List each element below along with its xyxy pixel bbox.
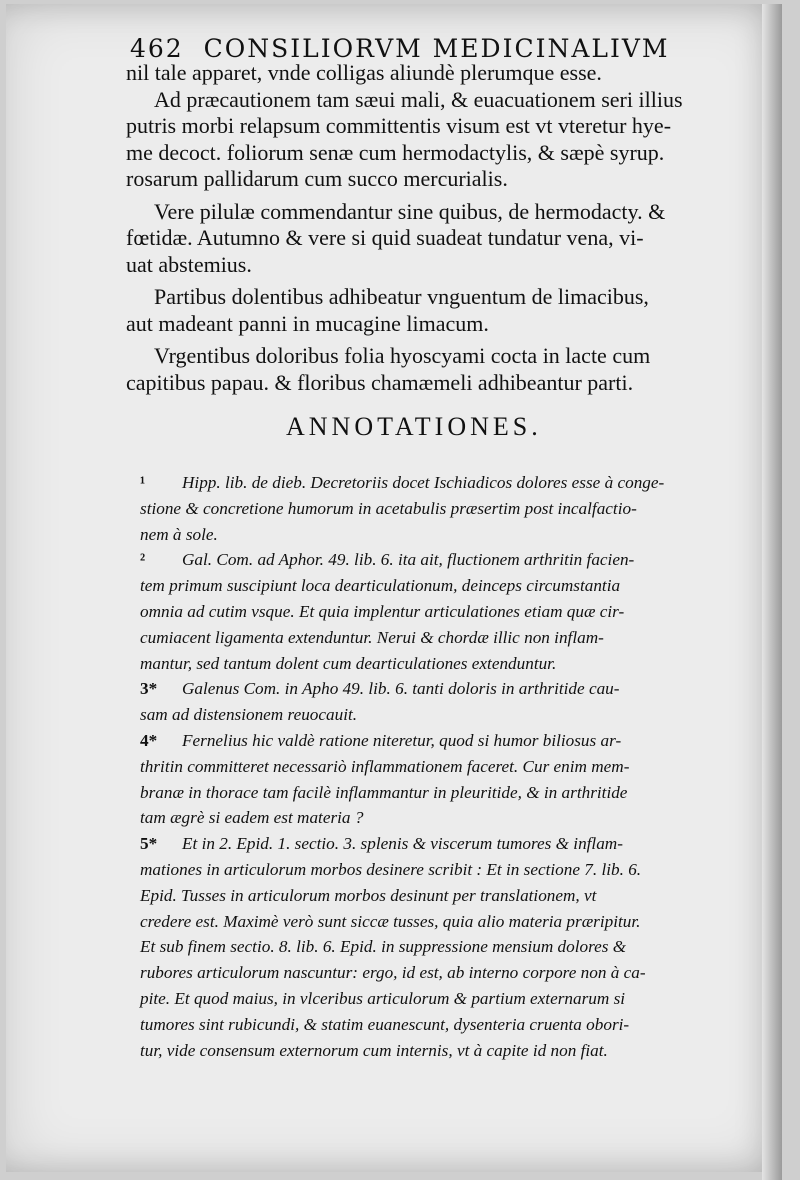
annotation-line: Epid. Tusses in articulorum morbos desinunt per translationem, vt <box>140 885 597 905</box>
annotation-marker: 5* <box>140 834 158 854</box>
annotation-2 <box>140 547 760 676</box>
text-line: Partibus dolentibus adhibeatur vnguentum de limacibus, <box>154 284 649 309</box>
text-line: Vrgentibus doloribus folia hyoscyami cocta in lacte cum <box>154 343 651 368</box>
annotation-3 <box>140 676 760 728</box>
annotation-line: cumiacent ligamenta extenduntur. Nerui & chordæ illic non inflam- <box>140 627 604 647</box>
annotation-1 <box>140 470 760 547</box>
text-line: capitibus papau. & floribus chamæmeli adhibeantur parti. <box>126 369 634 395</box>
annotation-line: Hipp. lib. de dieb. Decretoriis docet Ischiadicos dolores esse à conge- <box>182 473 665 492</box>
annotation-line: branæ in thorace tam facilè inflammantur in pleuritide, & in arthritide <box>140 782 628 802</box>
annotation-marker: 4* <box>140 730 158 750</box>
annotations-heading: ANNOTATIONES. <box>286 412 542 441</box>
annotation-5 <box>140 831 760 1063</box>
annotation-line: thritin committeret necessariò inflammationem faceret. Cur enim mem- <box>140 756 630 776</box>
running-header <box>130 34 730 63</box>
text-line: Ad præcautionem tam sæui mali, & euacuationem seri illius <box>154 86 683 112</box>
text-line: fœtidæ. Autumno & vere si quid suadeat tundatur vena, vi- <box>126 225 644 250</box>
text-line: me decoct. foliorum senæ cum hermodactylis, & sæpè syrup. <box>126 139 665 165</box>
annotation-line: credere est. Maximè verò sunt siccæ tusses, quia alio materia præripitur. <box>140 911 641 931</box>
annotation-line: pite. Et quod maius, in vlceribus articulorum & partium externarum si <box>140 988 626 1008</box>
annotation-line: tumores sint rubicundi, & statim euanescunt, dysenteria cruenta obori- <box>140 1014 630 1034</box>
annotation-line: omnia ad cutim vsque. Et quia implentur articulationes etiam quæ cir- <box>140 601 625 621</box>
text-line: Vere pilulæ commendantur sine quibus, de hermodacty. & <box>154 198 666 224</box>
annotation-line: Galenus Com. in Apho 49. lib. 6. tanti doloris in arthritide cau- <box>182 679 620 699</box>
annotation-line: Et sub finem sectio. 8. lib. 6. Epid. in suppressione mensium dolores & <box>140 937 627 957</box>
annotation-line: rubores articulorum nascuntur: ergo, id est, ab interno corpore non à ca- <box>140 963 646 983</box>
annotation-line: sam ad distensionem reuocauit. <box>140 705 358 725</box>
running-title: CONSILIORVM MEDICINALIVM <box>203 34 670 63</box>
annotation-marker: ¹ <box>140 473 146 492</box>
annotation-marker: ² <box>140 550 146 570</box>
annotation-line: Et in 2. Epid. 1. sectio. 3. splenis & viscerum tumores & inflam- <box>182 834 623 854</box>
text-line: rosarum pallidarum cum succo mercurialis. <box>126 166 508 191</box>
page-number: 462 <box>130 34 184 63</box>
annotation-line: tem primum suscipiunt loca dearticulationum, deinceps circumstantia <box>140 576 621 596</box>
main-text <box>126 60 766 396</box>
text-line: aut madeant panni in mucagine limacum. <box>126 310 489 336</box>
text-line: nil tale apparet, vnde colligas aliundè plerumque esse. <box>126 60 602 85</box>
annotation-line: mantur, sed tantum dolent cum dearticulationes extenduntur. <box>140 653 557 673</box>
annotations-list <box>140 470 760 1063</box>
annotation-line: nem à sole. <box>140 524 218 544</box>
annotation-marker: 3* <box>140 679 158 699</box>
text-line: putris morbi relapsum committentis visum est vt vteretur hye- <box>126 113 672 138</box>
annotation-line: Gal. Com. ad Aphor. 49. lib. 6. ita ait, fluctionem arthritin facien- <box>182 550 635 570</box>
annotation-line: Fernelius hic valdè ratione niteretur, quod si humor biliosus ar- <box>182 730 622 750</box>
annotation-line: tam ægrè si eadem est materia ? <box>140 808 364 828</box>
annotation-line: tur, vide consensum externorum cum internis, vt à capite id non fiat. <box>140 1040 608 1060</box>
text-line: uat abstemius. <box>126 251 252 277</box>
annotation-line: stione & concretione humorum in acetabulis præsertim post incalfactio- <box>140 498 637 518</box>
annotation-line: mationes in articulorum morbos desinere scribit : Et in sectione 7. lib. 6. <box>140 859 642 879</box>
annotation-4 <box>140 728 760 831</box>
